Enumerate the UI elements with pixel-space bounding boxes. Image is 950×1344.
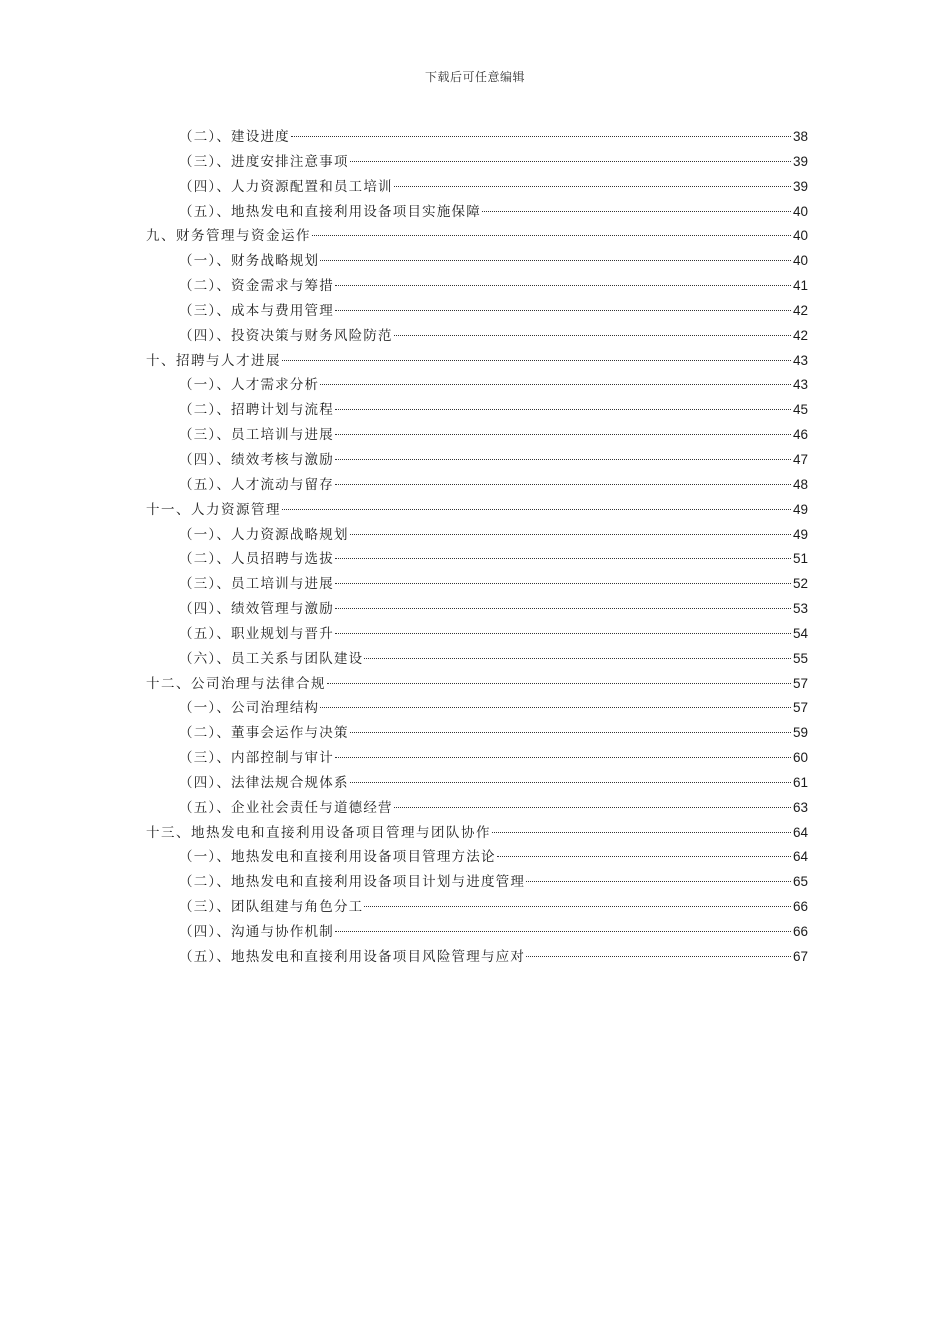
toc-page-number: 49 <box>792 526 808 542</box>
toc-entry-title: （二）、董事会运作与决策 <box>179 725 349 742</box>
toc-entry-title: （四）、绩效考核与激励 <box>179 451 334 468</box>
page-header: 下载后可任意编辑 <box>424 70 525 84</box>
toc-dot-leader <box>350 161 791 162</box>
toc-dot-leader <box>526 881 791 882</box>
toc-dot-leader <box>335 434 791 435</box>
toc-entry-title: （二）、资金需求与筹措 <box>179 278 334 295</box>
table-of-contents <box>146 125 808 970</box>
toc-dot-leader <box>320 384 791 385</box>
toc-page-number: 43 <box>792 377 808 393</box>
toc-section-entry[interactable] <box>146 597 808 622</box>
toc-section-entry[interactable] <box>146 771 808 796</box>
toc-page-number: 60 <box>792 750 808 766</box>
toc-chapter-entry[interactable] <box>146 224 808 249</box>
toc-section-entry[interactable] <box>146 622 808 647</box>
toc-entry-title: （五）、地热发电和直接利用设备项目实施保障 <box>179 203 481 220</box>
toc-dot-leader <box>350 534 791 535</box>
toc-page-number: 47 <box>792 451 808 467</box>
toc-section-entry[interactable] <box>146 547 808 572</box>
toc-page-number: 65 <box>792 874 808 890</box>
toc-section-entry[interactable] <box>146 448 808 473</box>
toc-section-entry[interactable] <box>146 398 808 423</box>
toc-dot-leader <box>364 658 791 659</box>
toc-dot-leader <box>335 409 791 410</box>
toc-dot-leader <box>335 558 791 559</box>
toc-page-number: 66 <box>792 899 808 915</box>
toc-entry-title: （二）、建设进度 <box>179 129 290 145</box>
toc-dot-leader <box>335 484 791 485</box>
toc-page-number: 63 <box>792 799 808 815</box>
toc-entry-title: （五）、人才流动与留存 <box>179 476 334 493</box>
toc-entry-title: 九、财务管理与资金运作 <box>146 228 311 245</box>
toc-page-number: 55 <box>792 650 808 666</box>
toc-section-entry[interactable] <box>146 299 808 324</box>
toc-section-entry[interactable] <box>146 746 808 771</box>
toc-page-number: 51 <box>792 551 808 567</box>
toc-entry-title: （一）、公司治理结构 <box>179 700 320 717</box>
toc-dot-leader <box>335 633 791 634</box>
toc-dot-leader <box>335 310 791 311</box>
toc-entry-title: （三）、员工培训与进展 <box>179 576 334 593</box>
toc-page-number: 42 <box>792 302 808 318</box>
toc-entry-title: （三）、进度安排注意事项 <box>179 153 349 170</box>
toc-section-entry[interactable] <box>146 324 808 349</box>
toc-dot-leader <box>335 931 791 932</box>
toc-entry-title: （一）、人才需求分析 <box>179 377 320 394</box>
toc-page-number: 43 <box>792 352 808 368</box>
toc-entry-title: （三）、团队组建与角色分工 <box>179 899 364 916</box>
toc-dot-leader <box>320 707 791 708</box>
toc-section-entry[interactable] <box>146 845 808 870</box>
toc-dot-leader <box>364 906 791 907</box>
toc-chapter-entry[interactable] <box>146 498 808 523</box>
toc-section-entry[interactable] <box>146 696 808 721</box>
toc-entry-title: （二）、人员招聘与选拔 <box>179 551 334 568</box>
toc-entry-title: （三）、员工培训与进展 <box>179 427 334 444</box>
toc-entry-title: 十三、地热发电和直接利用设备项目管理与团队协作 <box>146 824 491 841</box>
toc-dot-leader <box>350 732 791 733</box>
toc-dot-leader <box>282 509 791 510</box>
toc-section-entry[interactable] <box>146 175 808 200</box>
toc-entry-title: （五）、职业规划与晋升 <box>179 625 334 642</box>
toc-section-entry[interactable] <box>146 249 808 274</box>
toc-page-number: 46 <box>792 427 808 443</box>
toc-section-entry[interactable] <box>146 274 808 299</box>
toc-page-number: 53 <box>792 601 808 617</box>
toc-entry-title: （四）、绩效管理与激励 <box>179 601 334 618</box>
toc-dot-leader <box>526 956 791 957</box>
toc-entry-title: （三）、成本与费用管理 <box>179 302 334 319</box>
toc-dot-leader <box>350 782 791 783</box>
toc-entry-title: （四）、沟通与协作机制 <box>179 924 334 940</box>
toc-section-entry[interactable] <box>146 473 808 498</box>
toc-section-entry[interactable] <box>146 945 808 970</box>
toc-page-number: 49 <box>792 501 808 517</box>
toc-entry-title: （二）、地热发电和直接利用设备项目计划与进度管理 <box>179 874 526 891</box>
toc-dot-leader <box>394 807 791 808</box>
toc-page-number: 61 <box>792 774 808 790</box>
toc-entry-title: （四）、法律法规合规体系 <box>179 774 349 791</box>
toc-page-number: 64 <box>792 849 808 865</box>
toc-page-number: 57 <box>792 675 808 691</box>
toc-entry-title: （三）、内部控制与审计 <box>179 750 334 767</box>
toc-dot-leader <box>282 360 791 361</box>
toc-entry-title: 十二、公司治理与法律合规 <box>146 675 326 692</box>
toc-section-entry[interactable] <box>146 721 808 746</box>
toc-dot-leader <box>497 856 791 857</box>
toc-section-entry[interactable] <box>146 870 808 895</box>
toc-dot-leader <box>335 459 791 460</box>
toc-page-number: 48 <box>792 476 808 492</box>
toc-entry-title: （一）、地热发电和直接利用设备项目管理方法论 <box>179 849 496 866</box>
toc-section-entry[interactable] <box>146 200 808 225</box>
toc-page-number: 67 <box>792 948 808 964</box>
toc-entry-title: （五）、地热发电和直接利用设备项目风险管理与应对 <box>179 948 526 965</box>
toc-section-entry[interactable] <box>146 523 808 548</box>
toc-dot-leader <box>312 235 791 236</box>
toc-page-number: 54 <box>792 625 808 641</box>
toc-page-number: 40 <box>792 228 808 244</box>
toc-page-number: 41 <box>792 278 808 294</box>
toc-entry-title: （二）、招聘计划与流程 <box>179 402 334 419</box>
toc-page-number: 42 <box>792 327 808 343</box>
toc-chapter-entry[interactable] <box>146 672 808 697</box>
toc-dot-leader <box>335 608 791 609</box>
toc-page-number: 39 <box>792 153 808 169</box>
toc-page-number: 40 <box>792 253 808 269</box>
toc-entry-title: （四）、人力资源配置和员工培训 <box>179 178 393 195</box>
toc-section-entry[interactable] <box>146 796 808 821</box>
toc-entry-title: （一）、财务战略规划 <box>179 253 320 270</box>
toc-section-entry[interactable] <box>146 647 808 672</box>
toc-page-number: 39 <box>792 178 808 194</box>
toc-page-number: 40 <box>792 203 808 219</box>
toc-page-number: 38 <box>792 129 808 144</box>
toc-dot-leader <box>335 583 791 584</box>
toc-dot-leader <box>335 285 791 286</box>
toc-entry-title: （四）、投资决策与财务风险防范 <box>179 327 393 344</box>
toc-dot-leader <box>335 757 791 758</box>
toc-entry-title: （一）、人力资源战略规划 <box>179 526 349 543</box>
toc-dot-leader <box>394 335 791 336</box>
toc-page-number: 59 <box>792 725 808 741</box>
toc-dot-leader <box>482 211 791 212</box>
toc-chapter-entry[interactable] <box>146 349 808 374</box>
toc-section-entry[interactable] <box>146 125 808 150</box>
toc-page-number: 45 <box>792 402 808 418</box>
toc-page-number: 57 <box>792 700 808 716</box>
toc-entry-title: 十、招聘与人才进展 <box>146 352 281 369</box>
toc-dot-leader <box>291 136 791 137</box>
toc-page-number: 64 <box>792 824 808 840</box>
toc-page-number: 52 <box>792 576 808 592</box>
toc-entry-title: （六）、员工关系与团队建设 <box>179 650 364 667</box>
toc-section-entry[interactable] <box>146 423 808 448</box>
toc-section-entry[interactable] <box>146 150 808 175</box>
toc-entry-title: （五）、企业社会责任与道德经营 <box>179 799 393 816</box>
toc-entry-title: 十一、人力资源管理 <box>146 501 281 518</box>
toc-dot-leader <box>394 186 791 187</box>
toc-section-entry[interactable] <box>146 920 808 945</box>
toc-page-number: 66 <box>792 924 808 939</box>
toc-chapter-entry[interactable] <box>146 821 808 846</box>
toc-section-entry[interactable] <box>146 895 808 920</box>
toc-dot-leader <box>327 683 791 684</box>
toc-section-entry[interactable] <box>146 572 808 597</box>
toc-section-entry[interactable] <box>146 373 808 398</box>
toc-dot-leader <box>492 832 791 833</box>
toc-dot-leader <box>320 260 791 261</box>
